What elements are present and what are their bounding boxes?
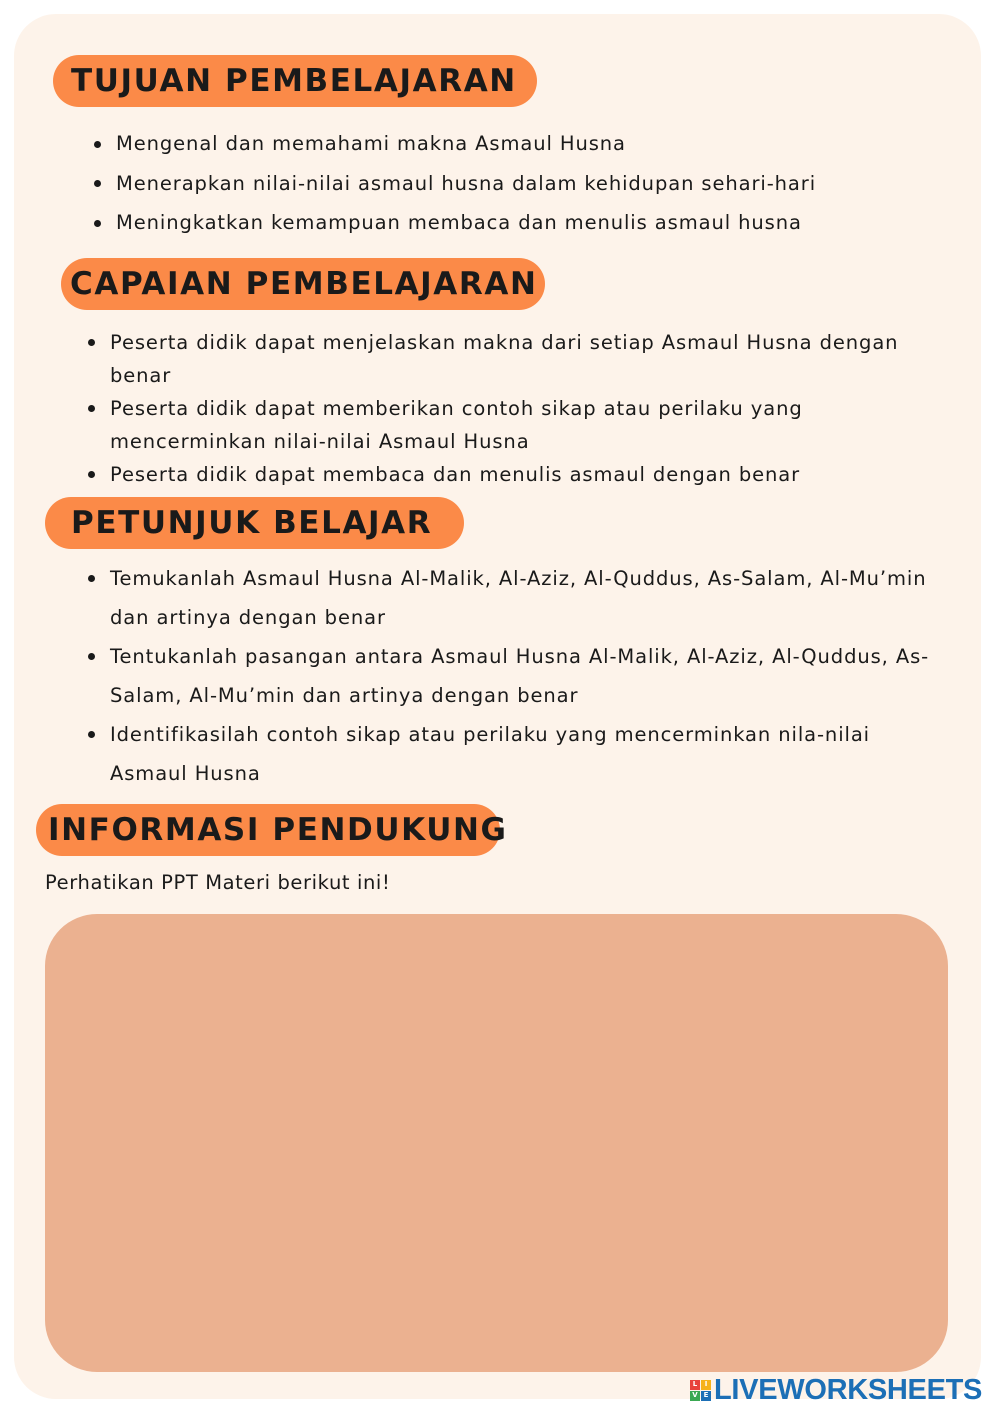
list-item: Peserta didik dapat membaca dan menulis asmaul dengan benar xyxy=(86,458,931,491)
heading-informasi-pendukung: INFORMASI PENDUKUNG xyxy=(36,804,500,856)
logo-letter: E xyxy=(701,1391,711,1401)
list-item: Menerapkan nilai-nilai asmaul husna dalam kehidupan sehari-hari xyxy=(92,164,952,204)
logo-letter: L xyxy=(690,1380,700,1390)
heading-tujuan-pembelajaran: TUJUAN PEMBELAJARAN xyxy=(53,55,537,107)
liveworksheets-logo-icon xyxy=(690,1380,711,1401)
list-item: Temukanlah Asmaul Husna Al-Malik, Al-Aziz, Al-Quddus, As-Salam, Al-Mu’min dan artinya dengan benar xyxy=(86,559,952,637)
list-item: Identifikasilah contoh sikap atau perilaku yang mencerminkan nila-nilai Asmaul Husna xyxy=(86,715,952,793)
logo-letter: I xyxy=(701,1380,711,1390)
heading-petunjuk-belajar: PETUNJUK BELAJAR xyxy=(45,497,464,549)
list-item: Peserta didik dapat menjelaskan makna dari setiap Asmaul Husna dengan benar xyxy=(86,326,931,392)
logo-letter: V xyxy=(690,1391,700,1401)
list-item: Peserta didik dapat memberikan contoh sikap atau perilaku yang mencerminkan nilai-nilai Asmaul Husna xyxy=(86,392,931,458)
capaian-list xyxy=(86,326,931,491)
brand-name: LIVEWORKSHEETS xyxy=(714,1373,983,1406)
tujuan-list xyxy=(92,124,952,243)
heading-capaian-pembelajaran: CAPAIAN PEMBELAJARAN xyxy=(61,258,545,310)
ppt-embed-area[interactable] xyxy=(45,914,948,1372)
list-item: Mengenal dan memahami makna Asmaul Husna xyxy=(92,124,952,164)
petunjuk-list xyxy=(86,559,952,793)
informasi-instruction: Perhatikan PPT Materi berikut ini! xyxy=(45,871,391,894)
list-item: Tentukanlah pasangan antara Asmaul Husna Al-Malik, Al-Aziz, Al-Quddus, As-Salam, Al-Mu’min dan artinya dengan benar xyxy=(86,637,952,715)
list-item: Meningkatkan kemampuan membaca dan menulis asmaul husna xyxy=(92,203,952,243)
liveworksheets-brand xyxy=(690,1372,982,1408)
